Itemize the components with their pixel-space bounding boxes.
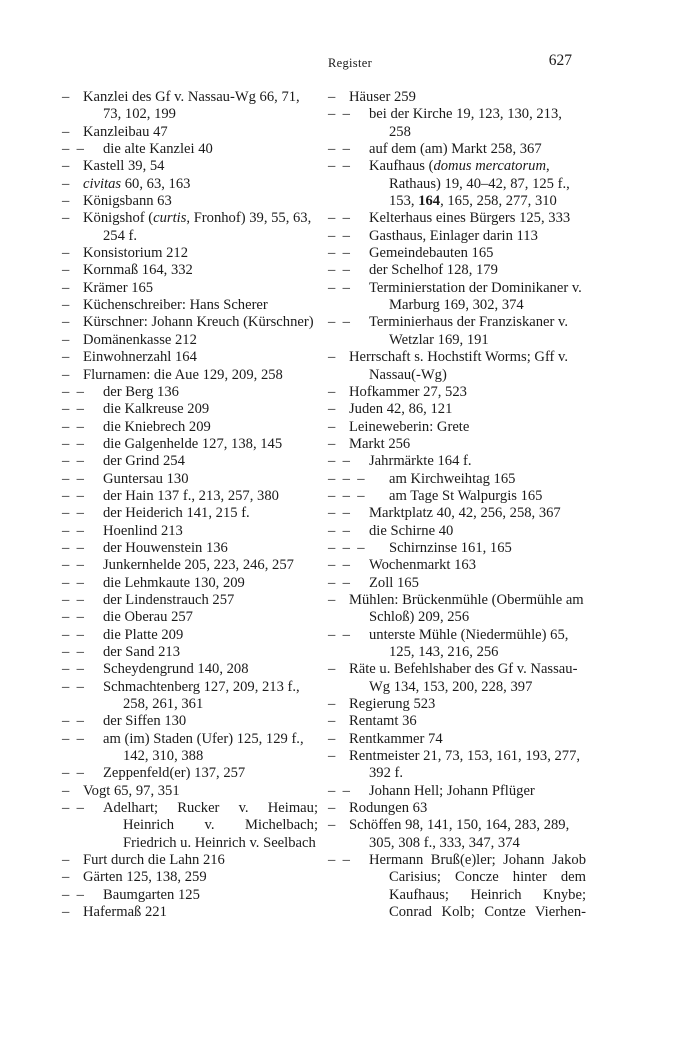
entry-text: Küchenschreiber: Hans Scherer [83, 297, 268, 314]
entry-text: Königsbann 63 [83, 193, 172, 210]
entry-dash-marker: – [62, 279, 70, 296]
index-entry [328, 488, 586, 505]
entry-text: Terminierstation der Dominikaner v. Marburg 169, 302, 374 [369, 279, 582, 314]
entry-text: Gemeindebauten 165 [369, 245, 494, 262]
index-entry [62, 661, 318, 678]
entry-text: Einwohnerzahl 164 [83, 349, 197, 366]
entry-dash-marker: – – [328, 574, 350, 591]
entry-dash-marker: – – [328, 522, 350, 539]
index-entry [62, 332, 318, 349]
index-entry [328, 696, 586, 713]
index-entry [62, 644, 318, 661]
index-entry [62, 852, 318, 869]
entry-text: die Kniebrech 209 [103, 418, 211, 435]
entry-text: Hofkammer 27, 523 [349, 383, 467, 400]
index-entry [328, 349, 586, 384]
entry-dash-marker: – [62, 89, 70, 105]
entry-text: die Lehmkaute 130, 209 [103, 574, 245, 591]
entry-text: Kornmaß 164, 332 [83, 262, 193, 279]
entry-text: Juden 42, 86, 121 [349, 401, 453, 418]
index-entry [328, 540, 586, 557]
entry-text: Zeppenfeld(er) 137, 257 [103, 765, 246, 782]
entry-dash-marker: – [328, 401, 336, 418]
entry-dash-marker: – – [62, 487, 84, 504]
index-entry [62, 869, 318, 886]
entry-text: Häuser 259 [349, 89, 416, 105]
entry-dash-marker: – – [328, 852, 350, 869]
entry-dash-marker: – – [62, 609, 84, 626]
entry-dash-marker: – – [62, 435, 84, 452]
entry-dash-marker: – [328, 661, 336, 678]
entry-dash-marker: – [328, 730, 336, 747]
entry-text: Flurnamen: die Aue 129, 209, 258 [83, 366, 283, 383]
entry-text: civitas 60, 63, 163 [83, 175, 191, 192]
entry-dash-marker: – – [328, 141, 350, 158]
entry-dash-marker: – – [328, 314, 350, 331]
entry-dash-marker: – [62, 331, 70, 348]
entry-text: Baumgarten 125 [103, 886, 200, 903]
entry-text: Schmachtenberg 127, 209, 213 f., 258, 261, 361 [103, 678, 300, 713]
entry-dash-marker: – – [328, 262, 350, 279]
entry-dash-marker: – [328, 817, 336, 834]
index-entry [62, 609, 318, 626]
entry-dash-marker: – – [62, 418, 84, 435]
entry-dash-marker: – [62, 262, 70, 279]
entry-dash-marker: – – [328, 557, 350, 574]
index-entry [62, 713, 318, 730]
entry-text: die Schirne 40 [369, 522, 454, 539]
entry-text: Scheydengrund 140, 208 [103, 661, 249, 678]
entry-text: Terminierhaus der Franziskaner v. Wetzlar 169, 191 [369, 314, 569, 348]
entry-dash-marker: – – [62, 800, 84, 817]
entry-dash-marker: – – [328, 158, 350, 175]
entry-text: Junkernhelde 205, 223, 246, 257 [103, 557, 294, 574]
index-entry [62, 627, 318, 644]
entry-text: bei der Kirche 19, 123, 130, 213, 258 [369, 106, 562, 140]
entry-dash-marker: – [62, 175, 70, 192]
entry-text: Wochenmarkt 163 [369, 557, 477, 574]
index-entry [328, 141, 586, 158]
index-entry [328, 419, 586, 436]
entry-dash-marker: – [62, 852, 70, 869]
entry-dash-marker: – – – [328, 487, 365, 504]
entry-dash-marker: – – [62, 886, 84, 903]
entry-dash-marker: – – [62, 453, 84, 470]
entry-dash-marker: – [328, 713, 336, 730]
entry-dash-marker: – [62, 158, 70, 175]
index-entry [328, 228, 586, 245]
entry-dash-marker: – – [62, 626, 84, 643]
entry-text: Regierung 523 [349, 696, 436, 713]
index-entry [328, 505, 586, 522]
entry-dash-marker: – [62, 869, 70, 886]
index-entry [328, 401, 586, 418]
entry-text: Adelhart; Rucker v. Heimau; Heinrich v. Michelbach; Friedrich u. Heinrich v. Seelbach [103, 800, 318, 851]
index-entry [62, 314, 318, 331]
index-entry [328, 436, 586, 453]
entry-text: Rodungen 63 [349, 800, 428, 817]
entry-dash-marker: – – [328, 245, 350, 262]
entry-text: der Hain 137 f., 213, 257, 380 [103, 487, 279, 504]
index-entry [328, 713, 586, 730]
index-entry [328, 592, 586, 627]
entry-dash-marker: – – [62, 591, 84, 608]
index-entry [62, 765, 318, 782]
entry-dash-marker: – [328, 591, 336, 608]
entry-text: der Grind 254 [103, 453, 185, 470]
index-entry [62, 245, 318, 262]
entry-text: der Lindenstrauch 257 [103, 591, 235, 608]
entry-dash-marker: – [62, 349, 70, 366]
index-entry [328, 471, 586, 488]
entry-text: die Platte 209 [103, 626, 184, 643]
index-entry [62, 297, 318, 314]
index-entry [62, 384, 318, 401]
entry-dash-marker: – – [62, 141, 84, 158]
index-entry [62, 471, 318, 488]
entry-dash-marker: – – [328, 782, 350, 799]
entry-dash-marker: – – [62, 470, 84, 487]
index-entry [328, 210, 586, 227]
entry-text: Schirnzinse 161, 165 [389, 539, 512, 556]
entry-text: Furt durch die Lahn 216 [83, 852, 225, 869]
entry-dash-marker: – – [328, 626, 350, 643]
index-entry [62, 193, 318, 210]
index-entry [328, 852, 586, 921]
index-column-left [62, 89, 318, 922]
entry-dash-marker: – – [328, 227, 350, 244]
entry-text: auf dem (am) Markt 258, 367 [369, 141, 542, 158]
entry-text: Guntersau 130 [103, 470, 189, 487]
index-entry [62, 280, 318, 297]
entry-text: Johann Hell; Johann Pflüger [369, 782, 535, 799]
index-entry [328, 731, 586, 748]
entry-text: Marktplatz 40, 42, 256, 258, 367 [369, 505, 561, 522]
index-entry [328, 800, 586, 817]
entry-dash-marker: – [62, 193, 70, 210]
entry-text: Herrschaft s. Hochstift Worms; Gff v. Nassau(-Wg) [349, 349, 569, 383]
entry-dash-marker: – [62, 297, 70, 314]
entry-dash-marker: – – [62, 383, 84, 400]
entry-text: am Tage St Walpurgis 165 [389, 487, 543, 504]
entry-dash-marker: – [328, 349, 336, 366]
entry-text: Hafermaß 221 [83, 904, 167, 921]
index-entry [62, 158, 318, 175]
entry-dash-marker: – [328, 800, 336, 817]
index-entry [62, 176, 318, 193]
index-entry [328, 575, 586, 592]
entry-text: Kanzlei des Gf v. Nassau-Wg 66, 71, 73, 102, 199 [83, 89, 300, 123]
entry-text: am (im) Staden (Ufer) 125, 129 f., 142, 310, 388 [103, 730, 304, 765]
entry-dash-marker: – [62, 904, 70, 921]
index-entry [328, 453, 586, 470]
entry-text: Konsistorium 212 [83, 245, 188, 262]
entry-dash-marker: – [62, 245, 70, 262]
index-entry [62, 124, 318, 141]
entry-text: der Schelhof 128, 179 [369, 262, 498, 279]
entry-dash-marker: – [62, 366, 70, 383]
entry-dash-marker: – [62, 314, 70, 331]
entry-text: der Sand 213 [103, 644, 181, 660]
running-head: Register [327, 56, 373, 70]
index-entry [62, 679, 318, 714]
index-entry [328, 280, 586, 315]
page-header [0, 50, 700, 72]
index-entry [62, 367, 318, 384]
entry-dash-marker: – – [328, 106, 350, 123]
index-entry [328, 262, 586, 279]
entry-text: der Houwenstein 136 [103, 539, 228, 556]
entry-text: Markt 256 [349, 435, 411, 452]
index-entry [62, 141, 318, 158]
entry-dash-marker: – – [62, 644, 84, 660]
index-entry [62, 800, 318, 852]
index-entry [328, 106, 586, 141]
entry-dash-marker: – [328, 435, 336, 452]
entry-dash-marker: – – – [328, 470, 365, 487]
index-entry [62, 523, 318, 540]
index-entry [62, 505, 318, 522]
entry-text: Kastell 39, 54 [83, 158, 165, 175]
entry-dash-marker: – – [62, 401, 84, 418]
index-entry [62, 783, 318, 800]
entry-dash-marker: – – – [328, 539, 365, 556]
entry-dash-marker: – – [62, 574, 84, 591]
entry-text: am Kirchweihtag 165 [389, 470, 516, 487]
index-entry [328, 748, 586, 783]
entry-text: die Galgenhelde 127, 138, 145 [103, 435, 283, 452]
entry-dash-marker: – – [328, 505, 350, 522]
entry-text: Domänenkasse 212 [83, 331, 197, 348]
entry-text: Kaufhaus (domus mercatorum, Rathaus) 19, 40–42, 87, 125 f., 153, 164, 165, 258, 277, 310 [369, 158, 570, 210]
entry-text: Rentmeister 21, 73, 153, 161, 193, 277, 392 f. [349, 748, 581, 782]
entry-dash-marker: – – [62, 539, 84, 556]
entry-dash-marker: – – [62, 661, 84, 678]
entry-text: Gasthaus, Einlager darin 113 [369, 227, 538, 244]
index-entry [62, 488, 318, 505]
entry-text: Mühlen: Brückenmühle (Obermühle am Schloß) 209, 256 [349, 591, 584, 626]
entry-text: Rentkammer 74 [349, 730, 443, 747]
entry-dash-marker: – – [328, 453, 350, 470]
entry-text: die alte Kanzlei 40 [103, 141, 213, 158]
index-entry [62, 453, 318, 470]
entry-text: Zoll 165 [369, 574, 419, 591]
index-entry [62, 731, 318, 766]
entry-dash-marker: – – [62, 678, 84, 695]
entry-dash-marker: – – [62, 505, 84, 522]
entry-dash-marker: – – [62, 730, 84, 747]
entry-dash-marker: – [328, 383, 336, 400]
index-entry [328, 817, 586, 852]
index-entry [62, 887, 318, 904]
entry-dash-marker: – – [62, 557, 84, 574]
index-entry [328, 158, 586, 210]
index-entry [328, 523, 586, 540]
index-entry [62, 89, 318, 124]
entry-dash-marker: – [62, 210, 70, 227]
entry-dash-marker: – [328, 418, 336, 435]
entry-dash-marker: – – [62, 522, 84, 539]
entry-text: Rentamt 36 [349, 713, 417, 730]
index-entry [328, 384, 586, 401]
entry-text: Vogt 65, 97, 351 [83, 782, 180, 799]
entry-text: die Oberau 257 [103, 609, 193, 626]
entry-text: Kanzleibau 47 [83, 123, 168, 140]
index-entry [62, 592, 318, 609]
entry-dash-marker: – – [62, 713, 84, 730]
entry-text: der Heiderich 141, 215 f. [103, 505, 250, 522]
entry-text: Leineweberin: Grete [349, 418, 470, 435]
index-entry [62, 575, 318, 592]
page-number: 627 [548, 52, 572, 69]
entry-dash-marker: – [328, 748, 336, 765]
entry-text: Krämer 165 [83, 279, 154, 296]
entry-text: unterste Mühle (Niedermühle) 65, 125, 143, 216, 256 [369, 626, 569, 660]
entry-dash-marker: – [328, 89, 336, 105]
index-entry [62, 262, 318, 279]
entry-dash-marker: – [62, 123, 70, 140]
entry-dash-marker: – – [328, 279, 350, 296]
index-entry [62, 557, 318, 574]
index-entry [62, 436, 318, 453]
entry-text: die Kalkreuse 209 [103, 401, 210, 418]
entry-text: Kelterhaus eines Bürgers 125, 333 [369, 210, 571, 227]
entry-dash-marker: – – [62, 765, 84, 782]
entry-text: Hermann Bruß(e)ler; Johann Jakob Carisius; Concze hinter dem Kaufhaus; Heinrich Knybe; Conrad Kolb; Contze Vierhen- [369, 852, 586, 921]
index-entry [62, 540, 318, 557]
index-entry [328, 783, 586, 800]
entry-dash-marker: – [62, 782, 70, 799]
index-entry [62, 210, 318, 245]
index-entry [328, 89, 586, 106]
index-entry [62, 904, 318, 921]
entry-dash-marker: – – [328, 210, 350, 227]
index-entry [62, 349, 318, 366]
entry-text: Räte u. Befehlshaber des Gf v. Nassau-Wg 134, 153, 200, 228, 397 [349, 661, 578, 695]
entry-text: Hoenlind 213 [103, 522, 183, 539]
entry-text: Königshof (curtis, Fronhof) 39, 55, 63, 254 f. [83, 210, 312, 244]
entry-dash-marker: – [328, 696, 336, 713]
index-entry [62, 419, 318, 436]
index-entry [328, 627, 586, 662]
entry-text: Jahrmärkte 164 f. [369, 453, 472, 470]
index-entry [328, 557, 586, 574]
entry-text: Kürschner: Johann Kreuch (Kürschner) [83, 314, 314, 331]
index-entry [328, 314, 586, 349]
index-entry [62, 401, 318, 418]
index-entry [328, 245, 586, 262]
entry-text: Schöffen 98, 141, 150, 164, 283, 289, 305, 308 f., 333, 347, 374 [349, 817, 570, 851]
index-entry [328, 661, 586, 696]
entry-text: der Siffen 130 [103, 713, 187, 730]
entry-text: Gärten 125, 138, 259 [83, 869, 207, 886]
entry-text: der Berg 136 [103, 383, 179, 400]
index-column-right [328, 89, 586, 922]
